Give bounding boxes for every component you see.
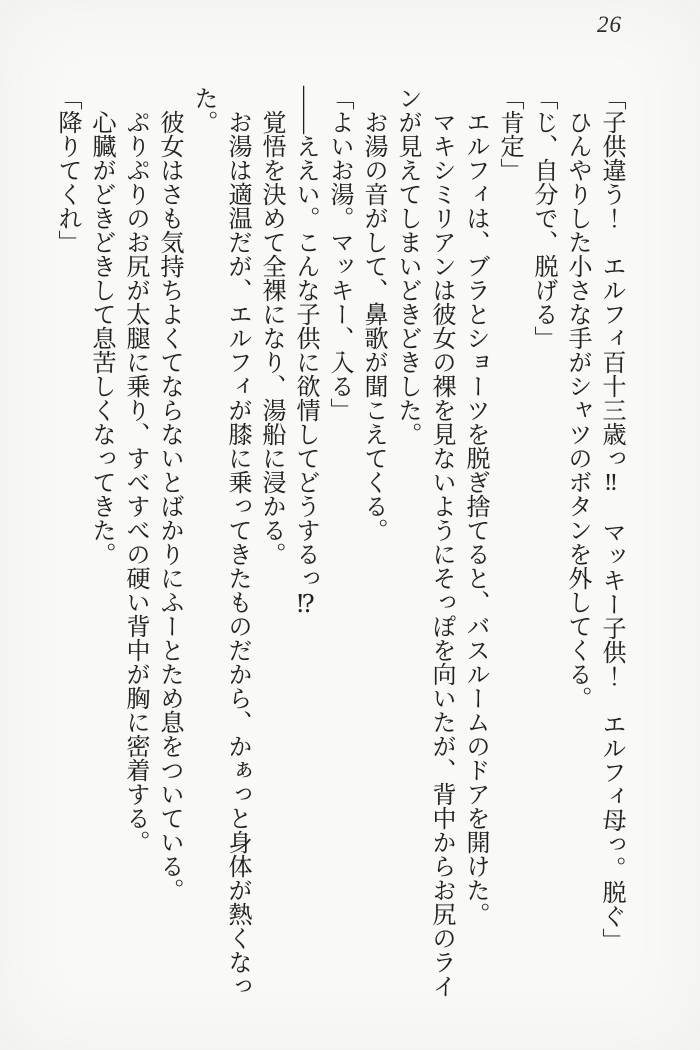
paragraph-narration: ぷりぷりのお尻が太腿に乗り、すべすべの硬い背中が胸に密着する。 (122, 86, 148, 854)
paragraph-dialogue: 「肯定」 (496, 86, 522, 182)
paragraph-narration: マキシミリアンは彼女の裸を見ないようにそっぽを向いたが、背中からお尻のラインが見えてしまいどきどきした。 (394, 86, 454, 998)
paragraph-narration: エルフィは、ブラとショーツを脱ぎ捨てると、バスルームのドアを開けた。 (462, 86, 488, 926)
page-number: 26 (597, 12, 622, 37)
paragraph-narration: 心臓がどきどきして息苦しくなってきた。 (88, 86, 114, 566)
paragraph-narration: 彼女はさも気持ちよくてならないとばかりにふーとため息をついている。 (156, 86, 182, 902)
paragraph-dialogue: 「よいお湯。マッキー、入る」 (326, 86, 352, 422)
paragraph-dialogue: 「降りてくれ」 (54, 86, 80, 254)
paragraph-narration: お湯は適温だが、エルフィが膝に乗ってきたものだから、かぁっと身体が熱くなった。 (190, 86, 250, 998)
paragraph-dialogue: 「じ、自分で、脱げる」 (530, 86, 556, 350)
paragraph-narration: ひんやりした小さな手がシャツのボタンを外してくる。 (564, 86, 590, 710)
paragraph-dialogue: 「子供違う！ エルフィ百十三歳っ‼ マッキー子供！ エルフィ母っ。脱ぐ」 (598, 86, 624, 952)
paragraph-narration: 覚悟を決めて全裸になり、湯船に浸かる。 (258, 86, 284, 566)
paragraph-narration: お湯の音がして、鼻歌が聞こえてくる。 (360, 86, 386, 542)
vertical-text-block (50, 86, 628, 1000)
paragraph-monologue: ――ええい。こんな子供に欲情してどうするっ⁉ (292, 86, 318, 618)
